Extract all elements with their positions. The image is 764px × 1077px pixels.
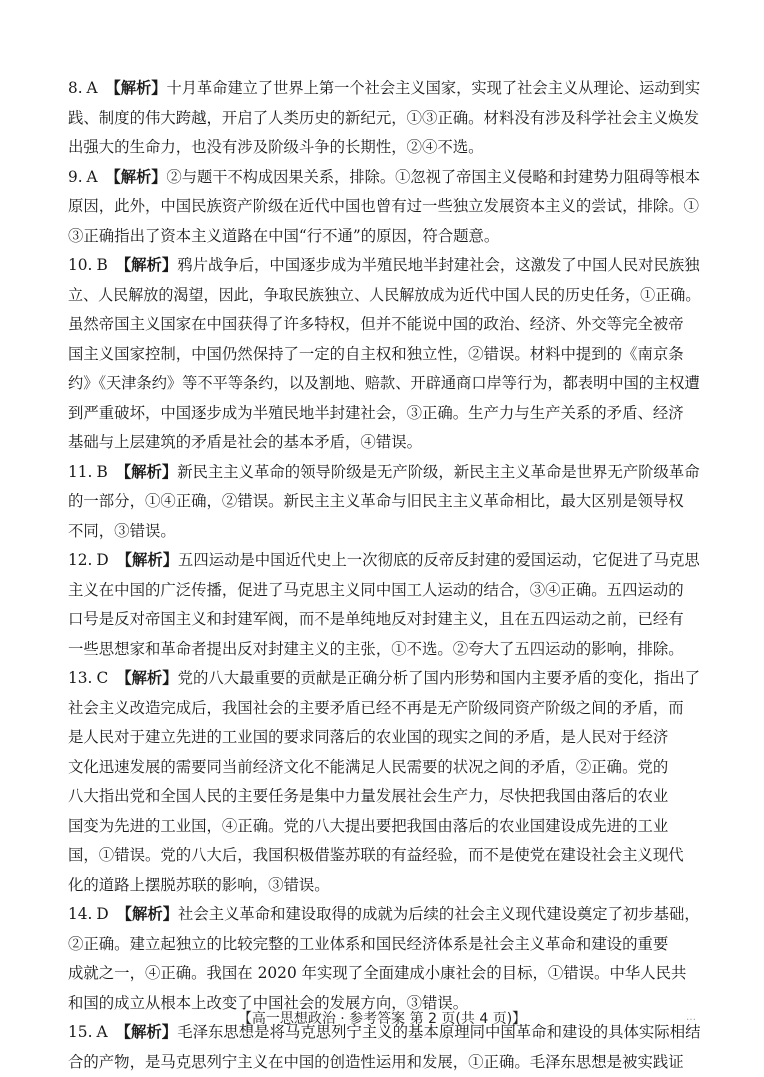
answer-letter: B xyxy=(96,256,107,274)
analysis-text: 社会主义革命和建设取得的成就为后续的社会主义现代建设奠定了初步基础， xyxy=(178,905,700,923)
answer-line xyxy=(68,517,700,547)
analysis-text: 国主义国家控制，中国仍然保持了一定的自主权和独立性，②错误。材料中提到的《南京条 xyxy=(68,345,684,363)
question-number: 14. xyxy=(68,905,92,923)
analysis-text: 的一部分，①④正确，②错误。新民主主义革命与旧民主主义革命相比，最大区别是领导权 xyxy=(68,492,684,510)
answer-line xyxy=(68,458,700,488)
answer-line xyxy=(68,576,700,606)
answer-item xyxy=(68,900,700,1018)
answer-line xyxy=(68,281,700,311)
answer-line xyxy=(68,782,700,812)
answer-item xyxy=(68,546,700,664)
answer-line xyxy=(68,605,700,635)
answer-line xyxy=(68,310,700,340)
answer-line xyxy=(68,959,700,989)
analysis-text: 和国的成立从根本上改变了中国社会的发展方向，③错误。 xyxy=(68,994,468,1012)
analysis-text: 五四运动是中国近代史上一次彻底的反帝反封建的爱国运动，它促进了马克思 xyxy=(178,551,700,569)
answer-item xyxy=(68,664,700,900)
answer-line xyxy=(68,900,700,930)
answer-list xyxy=(68,74,700,1077)
analysis-tag: 【解析】 xyxy=(117,905,178,923)
question-number: 13. xyxy=(68,669,92,687)
analysis-text: 党的八大最重要的贡献是正确分析了国内形势和国内主要矛盾的变化，指出了 xyxy=(178,669,700,687)
analysis-text: 成就之一，④正确。我国在 2020 年实现了全面建成小康社会的目标，①错误。中华人民共 xyxy=(68,964,686,982)
analysis-text: 虽然帝国主义国家在中国获得了许多特权，但并不能说中国的政治、经济、外交等完全被帝 xyxy=(68,315,684,333)
answer-line xyxy=(68,340,700,370)
answer-line xyxy=(68,163,700,193)
analysis-text: 毛泽东思想是将马克思列宁主义的基本原理同中国革命和建设的具体实际相结 xyxy=(177,1023,700,1041)
answer-letter: B xyxy=(96,463,107,481)
question-number: 15. xyxy=(68,1023,92,1041)
analysis-tag: 【解析】 xyxy=(116,463,177,481)
analysis-text: 立、人民解放的渴望，因此，争取民族独立、人民解放成为近代中国人民的历史任务，①正确。 xyxy=(68,286,700,304)
answer-letter: C xyxy=(96,669,108,687)
analysis-text: 出强大的生命力，也没有涉及阶级斗争的长期性，②④不选。 xyxy=(68,138,484,156)
answer-line xyxy=(68,930,700,960)
question-number: 12. xyxy=(68,551,92,569)
answer-line xyxy=(68,546,700,576)
answer-item xyxy=(68,163,700,252)
question-number: 10. xyxy=(68,256,92,274)
answer-line xyxy=(68,104,700,134)
analysis-text: 口号是反对帝国主义和封建军阀，而不是单纯地反对封建主义，且在五四运动之前，已经有 xyxy=(68,610,684,628)
analysis-text: 文化迅速发展的需要同当前经济文化不能满足人民需要的状况之间的矛盾，②正确。党的 xyxy=(68,758,668,776)
analysis-tag: 【解析】 xyxy=(105,79,166,97)
answer-line xyxy=(68,723,700,753)
answer-line xyxy=(68,251,700,281)
answer-line xyxy=(68,487,700,517)
answer-line xyxy=(68,871,700,901)
answer-letter: A xyxy=(96,1023,107,1041)
answer-line xyxy=(68,635,700,665)
analysis-tag: 【解析】 xyxy=(116,669,177,687)
answer-letter: D xyxy=(96,905,108,923)
analysis-tag: 【解析】 xyxy=(116,1023,178,1041)
answer-line xyxy=(68,1048,700,1077)
answer-line xyxy=(68,133,700,163)
answer-line xyxy=(68,369,700,399)
analysis-text: ③正确指出了资本主义道路在中国“行不通”的原因，符合题意。 xyxy=(68,227,499,245)
analysis-text: 是人民对于建立先进的工业国的要求同落后的农业国的现实之间的矛盾，是人民对于经济 xyxy=(68,728,668,746)
analysis-text: 不同，③错误。 xyxy=(68,522,176,540)
page-footer: 【高一思想政治 · 参考答案 第 2 页(共 4 页)】 xyxy=(0,1008,764,1028)
analysis-text: ②与题干不构成因果关系，排除。①忽视了帝国主义侵略和封建势力阻碍等根本 xyxy=(166,168,700,186)
answer-item xyxy=(68,458,700,547)
answer-item xyxy=(68,251,700,458)
analysis-text: 一些思想家和革命者提出反对封建主义的主张，①不选。②夸大了五四运动的影响，排除。 xyxy=(68,640,684,658)
analysis-text: 践、制度的伟大跨越，开启了人类历史的新纪元，①③正确。材料没有涉及科学社会主义焕发 xyxy=(68,109,699,127)
analysis-text: 八大指出党和全国人民的主要任务是集中力量发展社会生产力，尽快把我国由落后的农业 xyxy=(68,787,668,805)
answer-line xyxy=(68,694,700,724)
answer-line xyxy=(68,74,700,104)
analysis-text: 鸦片战争后，中国逐步成为半殖民地半封建社会，这激发了中国人民对民族独 xyxy=(177,256,699,274)
analysis-text: 合的产物，是马克思列宁主义在中国的创造性运用和发展，①正确。毛泽东思想是被实践证 xyxy=(68,1053,684,1071)
answer-letter: A xyxy=(87,79,98,97)
answer-line xyxy=(68,812,700,842)
analysis-text: 十月革命建立了世界上第一个社会主义国家，实现了社会主义从理论、运动到实 xyxy=(166,79,700,97)
analysis-text: 基础与上层建筑的矛盾是社会的基本矛盾，④错误。 xyxy=(68,433,422,451)
question-number: 8. xyxy=(68,79,83,97)
answer-line xyxy=(68,222,700,252)
question-number: 9. xyxy=(68,168,83,186)
analysis-text: 约》《天津条约》等不平等条约，以及割地、赔款、开辟通商口岸等行为，都表明中国的主权遭 xyxy=(68,374,700,392)
analysis-text: 国变为先进的工业国，④正确。党的八大提出要把我国由落后的农业国建设成先进的工业 xyxy=(68,817,668,835)
analysis-text: 国，①错误。党的八大后，我国积极借鉴苏联的有益经验，而不是使党在建设社会主义现代 xyxy=(68,846,684,864)
analysis-tag: 【解析】 xyxy=(105,168,166,186)
answer-line xyxy=(68,428,700,458)
analysis-tag: 【解析】 xyxy=(116,256,177,274)
analysis-text: 化的道路上摆脱苏联的影响，③错误。 xyxy=(68,876,330,894)
analysis-text: 新民主主义革命的领导阶级是无产阶级，新民主主义革命是世界无产阶级革命 xyxy=(177,463,699,481)
question-number: 11. xyxy=(68,463,92,481)
analysis-text: 原因，此外，中国民族资产阶级在近代中国也曾有过一些独立发展资本主义的尝试，排除。① xyxy=(68,197,699,215)
answer-item xyxy=(68,74,700,163)
answer-line xyxy=(68,192,700,222)
answer-line xyxy=(68,399,700,429)
answer-letter: A xyxy=(87,168,98,186)
analysis-text: 主义在中国的广泛传播，促进了马克思主义同中国工人运动的结合，③④正确。五四运动的 xyxy=(68,581,684,599)
analysis-text: ②正确。建立起独立的比较完整的工业体系和国民经济体系是社会主义革命和建设的重要 xyxy=(68,935,668,953)
answer-letter: D xyxy=(96,551,108,569)
analysis-tag: 【解析】 xyxy=(117,551,178,569)
analysis-text: 社会主义改造完成后，我国社会的主要矛盾已经不再是无产阶级同资产阶级之间的矛盾，而 xyxy=(68,699,684,717)
answer-line xyxy=(68,841,700,871)
answer-line xyxy=(68,753,700,783)
analysis-text: 到严重破坏，中国逐步成为半殖民地半封建社会，③正确。生产力与生产关系的矛盾、经济 xyxy=(68,404,684,422)
corner-mark: … xyxy=(686,1012,696,1023)
answer-line xyxy=(68,664,700,694)
